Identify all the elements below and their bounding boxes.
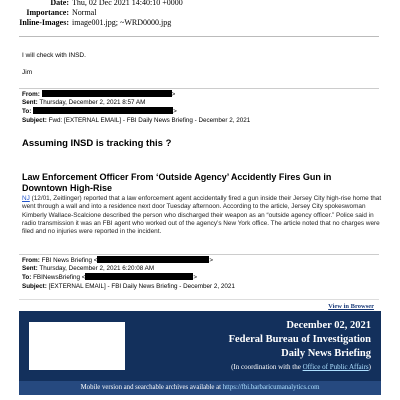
forward1-from-label: From: xyxy=(22,91,40,98)
forward1-to-suffix: > xyxy=(173,108,177,116)
forward2-header xyxy=(22,256,235,291)
importance-label: Importance: xyxy=(26,8,69,17)
article-text: (12/01, Zeitlinger) reported that a law enforcement agent accidentally fired a gun inside their Jersey City high-rise home that went through a wall and into a residence next door Tuesday afternoon. According to the article, Jersey City spokeswoman Kimberly Wallace-Scalcione described the person who discharged their weapon as an “outside agency officer.” Police said in radio transmission it was an FBI agent who worked out of the agency’s New York office. The article noted that no charges were filed and no injuries were reported in the incident. xyxy=(22,195,382,236)
forward2-sent-label: Sent: xyxy=(22,265,38,273)
forward2-to-suffix: > xyxy=(193,274,198,282)
redaction-box xyxy=(42,90,172,97)
coordination-prefix: (In coordination with the xyxy=(231,363,303,371)
forward2-subject-value: [EXTERNAL EMAIL] - FBI Daily News Briefing - December 2, 2021 xyxy=(48,282,235,290)
view-in-browser-link[interactable]: View in Browser xyxy=(328,303,374,310)
forward1-sent-value: Thursday, December 2, 2021 8:57 AM xyxy=(39,99,146,107)
forward1-header xyxy=(22,90,250,125)
forward1-from-row xyxy=(22,90,250,99)
banner-coordination xyxy=(231,363,371,371)
newsletter-banner xyxy=(19,311,381,381)
footer-text: Mobile version and searchable archives available at xyxy=(80,384,223,391)
article-source-link[interactable]: NJ xyxy=(22,195,30,202)
forward1-subject-value: Fwd: [EXTERNAL EMAIL] - FBI Daily News Briefing - December 2, 2021 xyxy=(48,116,251,124)
forward1-subject-label: Subject: xyxy=(22,116,47,124)
redaction-box xyxy=(85,273,193,280)
archive-link[interactable]: https://fbi.barbaricumanalytics.com xyxy=(222,384,320,391)
date-row xyxy=(0,0,183,8)
banner-org: Federal Bureau of Investigation xyxy=(228,334,371,345)
newsletter-divider xyxy=(19,299,379,300)
article-headline: Law Enforcement Officer From ‘Outside Agency’ Accidently Fires Gun in Downtown High-Rise xyxy=(22,172,332,193)
office-of-public-affairs-link[interactable]: Office of Public Affairs xyxy=(302,363,369,371)
forward1-sent-label: Sent: xyxy=(22,99,38,107)
importance-value: Normal xyxy=(72,8,97,17)
newsletter-footer xyxy=(19,381,381,395)
forward2-to-value: FBINewsBriefing < xyxy=(33,274,86,282)
inline-images-row xyxy=(0,18,183,28)
inline-images-value: image001.jpg; ~WRD0000.jpg xyxy=(72,18,172,27)
article-body xyxy=(22,195,382,236)
banner-logo-placeholder xyxy=(29,322,125,370)
coordination-suffix: ) xyxy=(368,363,371,371)
reply-line: I will check with INSD. xyxy=(22,52,86,59)
forward2-subject-row xyxy=(22,283,235,291)
forward2-divider xyxy=(19,254,379,255)
email-header xyxy=(0,0,183,28)
date-value: Thu, 02 Dec 2021 14:40:10 +0000 xyxy=(72,0,183,7)
forward1-sent-row xyxy=(22,99,250,107)
date-label: Date: xyxy=(50,0,69,7)
forward2-sent-row xyxy=(22,265,235,273)
forward2-subject-label: Subject: xyxy=(22,282,47,290)
forward2-to-row xyxy=(22,273,235,282)
forward1-divider xyxy=(19,88,379,89)
forward1-from-suffix: > xyxy=(171,91,176,98)
inline-images-label: Inline-Images: xyxy=(19,18,69,27)
forward1-to-label: To: xyxy=(22,108,32,116)
importance-row xyxy=(0,8,183,18)
question-heading: Assuming INSD is tracking this ? xyxy=(22,138,172,149)
banner-date: December 02, 2021 xyxy=(286,320,371,331)
banner-title: Daily News Briefing xyxy=(281,348,371,359)
header-divider xyxy=(19,36,379,37)
forward2-from-row xyxy=(22,256,235,265)
forward1-to-row xyxy=(22,107,250,116)
forward2-from-value: FBI News Briefing < xyxy=(41,257,98,264)
redaction-box xyxy=(97,256,209,263)
forward1-subject-row xyxy=(22,117,250,125)
redaction-box xyxy=(33,107,173,114)
forward2-to-label: To: xyxy=(22,274,32,282)
forward2-from-label: From: xyxy=(22,257,40,264)
forward2-from-suffix: > xyxy=(209,257,214,264)
forward2-sent-value: Thursday, December 2, 2021 6:20:08 AM xyxy=(39,265,155,273)
reply-signature: Jim xyxy=(22,69,33,76)
